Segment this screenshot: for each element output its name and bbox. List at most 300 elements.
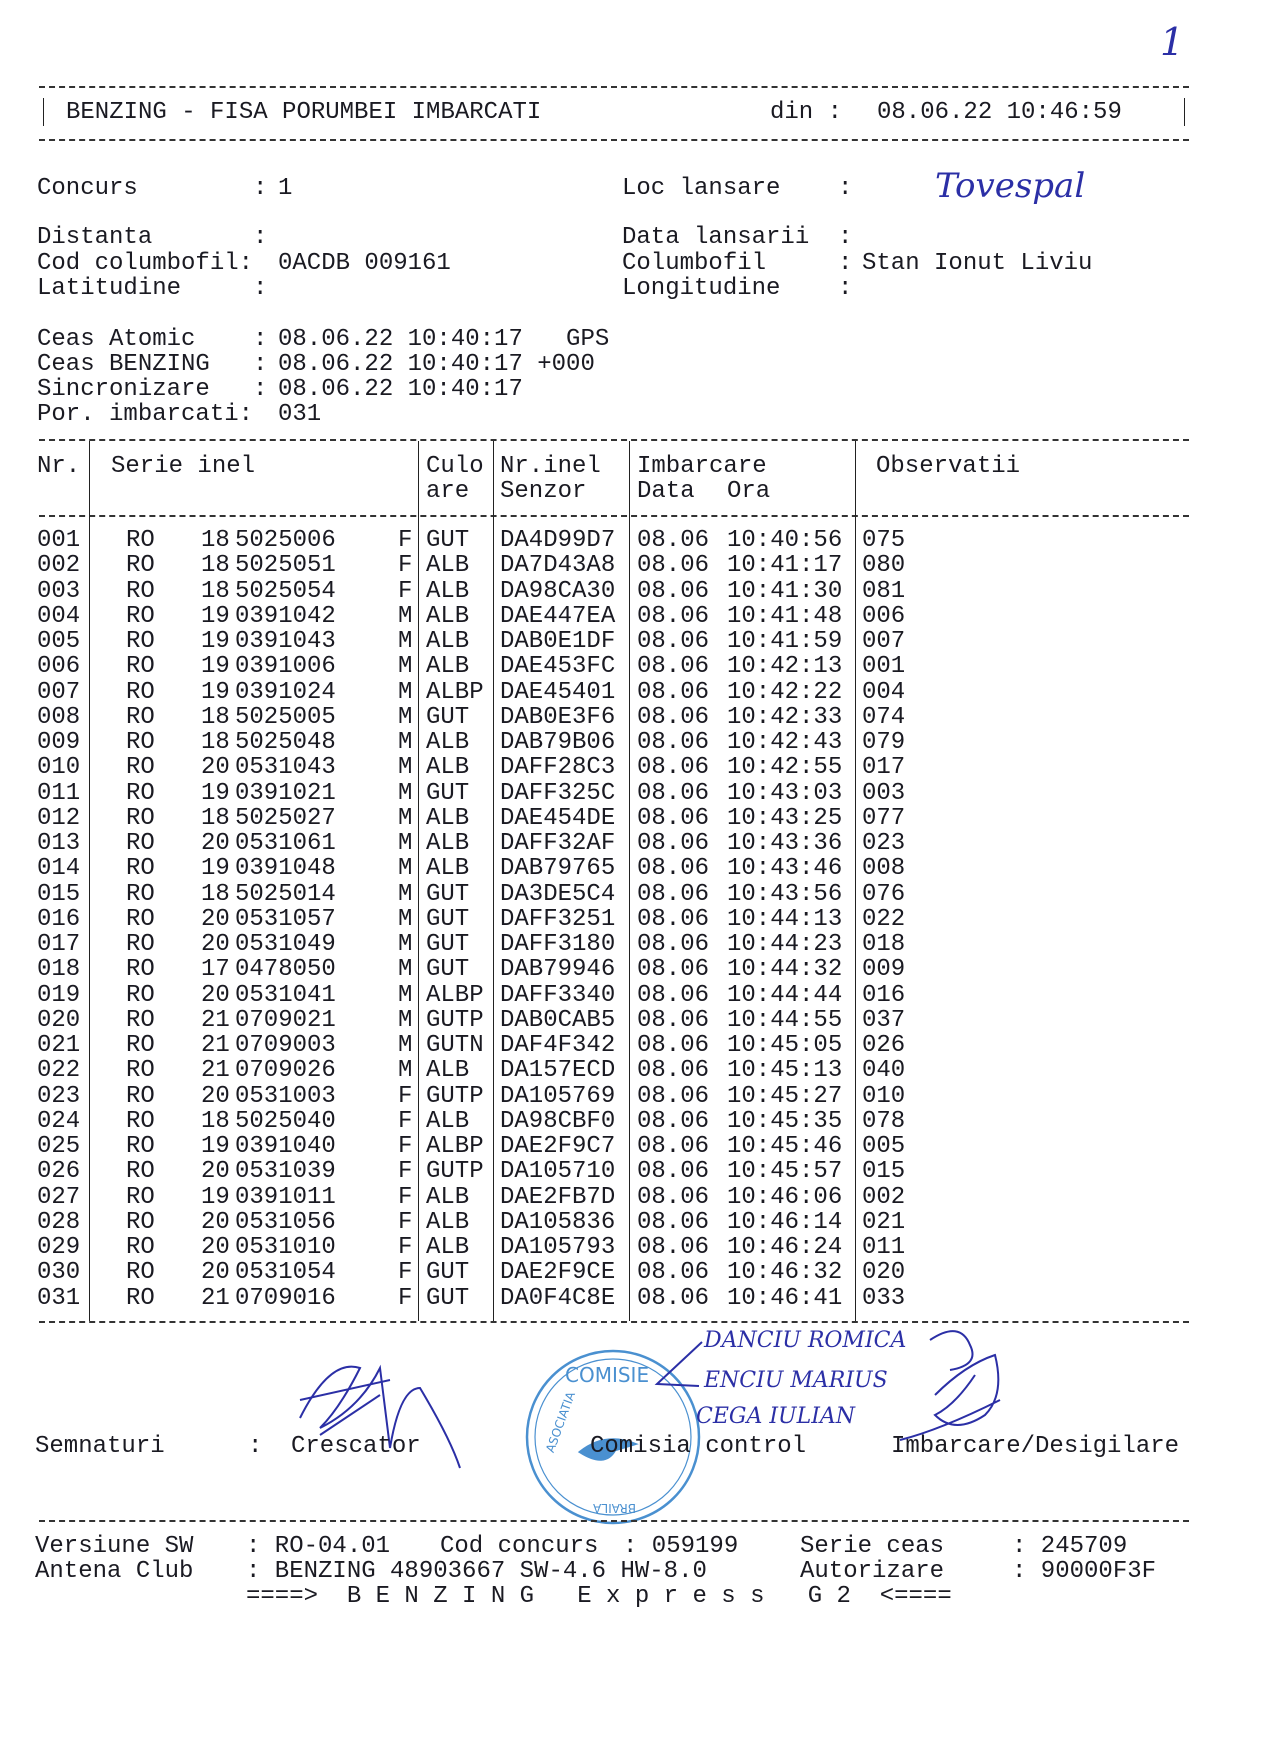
row-ring-number: 0531039 [235, 1158, 336, 1186]
versiune-sw-value: : RO-04.01 [246, 1533, 391, 1560]
row-country: RO [126, 527, 155, 554]
row-country: RO [126, 1057, 155, 1085]
row-sex: M [398, 678, 413, 706]
row-sensor: DAB79765 [500, 855, 616, 883]
loc-lansare-label: Loc lansare : [622, 175, 853, 202]
row-ring-number: 5025048 [235, 729, 336, 756]
concurs-label: Concurs : [37, 175, 268, 202]
row-nr: 020 [37, 1006, 81, 1034]
row-time: 10:40:56 [727, 527, 843, 554]
row-ring-number: 5025006 [235, 527, 336, 554]
row-date: 08.06 [637, 678, 710, 706]
row-color: ALB [426, 1057, 470, 1085]
table-row [0, 882, 1276, 907]
row-year: 19 [201, 678, 230, 706]
row-year: 21 [201, 1006, 230, 1034]
header-culoare-2: are [426, 478, 470, 505]
table-row [0, 1109, 1276, 1134]
table-row [0, 730, 1276, 755]
row-color: ALBP [426, 981, 484, 1009]
row-time: 10:42:55 [727, 754, 843, 782]
row-color: GUTP [426, 1082, 484, 1110]
table-row [0, 579, 1276, 604]
row-nr: 018 [37, 956, 81, 984]
row-color: GUTP [426, 1158, 484, 1186]
row-date: 08.06 [637, 1234, 710, 1261]
row-country: RO [126, 653, 155, 681]
row-year: 18 [201, 527, 230, 554]
table-row [0, 831, 1276, 856]
row-time: 10:42:43 [727, 729, 843, 756]
row-time: 10:41:17 [727, 552, 843, 580]
commission-member-name: CEGA IULIAN [696, 1404, 856, 1429]
row-ring-number: 0391011 [235, 1183, 336, 1211]
row-nr: 005 [37, 628, 81, 655]
row-country: RO [126, 602, 155, 630]
table-row [0, 1033, 1276, 1058]
row-date: 08.06 [637, 1208, 710, 1236]
row-country: RO [126, 1234, 155, 1261]
row-year: 20 [201, 754, 230, 782]
row-date: 08.06 [637, 527, 710, 554]
row-date: 08.06 [637, 552, 710, 580]
comisia-control-label: Comisia control [590, 1433, 807, 1460]
row-sex: M [398, 880, 413, 908]
row-country: RO [126, 729, 155, 756]
row-year: 18 [201, 1107, 230, 1135]
row-nr: 004 [37, 602, 81, 630]
row-sensor: DA3DE5C4 [500, 880, 616, 908]
row-observatii: 002 [862, 1183, 906, 1211]
row-time: 10:46:41 [727, 1284, 843, 1312]
row-ring-number: 0391024 [235, 678, 336, 706]
row-time: 10:44:32 [727, 956, 843, 984]
table-row [0, 528, 1276, 553]
row-year: 18 [201, 804, 230, 832]
row-color: ALB [426, 602, 470, 630]
row-sex: F [398, 1158, 413, 1186]
row-date: 08.06 [637, 804, 710, 832]
data-lansarii-label: Data lansarii : [622, 224, 853, 251]
clock-value: 08.06.22 10:40:17 [278, 376, 523, 403]
row-time: 10:43:56 [727, 880, 843, 908]
header-imbarcare: Imbarcare [637, 453, 767, 480]
row-country: RO [126, 577, 155, 605]
row-date: 08.06 [637, 880, 710, 908]
row-year: 18 [201, 552, 230, 580]
row-observatii: 037 [862, 1006, 906, 1034]
row-year: 20 [201, 1158, 230, 1186]
row-date: 08.06 [637, 729, 710, 756]
table-row [0, 705, 1276, 730]
table-row [0, 680, 1276, 705]
table-row [0, 1159, 1276, 1184]
row-date: 08.06 [637, 830, 710, 857]
row-sensor: DAE45401 [500, 678, 616, 706]
row-color: ALB [426, 628, 470, 655]
commission-member-name: ENCIU MARIUS [704, 1368, 888, 1393]
header-culoare: Culo [426, 453, 484, 480]
row-year: 20 [201, 1234, 230, 1261]
din-label: din : [770, 99, 843, 126]
row-time: 10:44:55 [727, 1006, 843, 1034]
row-observatii: 004 [862, 678, 906, 706]
row-sex: M [398, 981, 413, 1009]
row-nr: 014 [37, 855, 81, 883]
row-date: 08.06 [637, 1082, 710, 1110]
row-observatii: 026 [862, 1032, 906, 1059]
table-row [0, 932, 1276, 957]
cod-concurs-label: Cod concurs [440, 1533, 599, 1560]
row-date: 08.06 [637, 1107, 710, 1135]
row-sex: F [398, 1284, 413, 1312]
row-nr: 028 [37, 1208, 81, 1236]
row-ring-number: 0478050 [235, 956, 336, 984]
row-time: 10:42:22 [727, 678, 843, 706]
row-time: 10:41:59 [727, 628, 843, 655]
row-time: 10:43:46 [727, 855, 843, 883]
row-sex: M [398, 703, 413, 731]
row-sex: F [398, 552, 413, 580]
row-year: 21 [201, 1057, 230, 1085]
serie-ceas-value: : 245709 [1012, 1533, 1128, 1560]
row-sensor: DAB0CAB5 [500, 1006, 616, 1034]
cod-columbofil-label: Cod columbofil: [37, 250, 254, 277]
row-time: 10:42:13 [727, 653, 843, 681]
row-ring-number: 0391042 [235, 602, 336, 630]
row-sex: M [398, 804, 413, 832]
row-time: 10:46:24 [727, 1234, 843, 1261]
row-sex: F [398, 1107, 413, 1135]
row-time: 10:44:44 [727, 981, 843, 1009]
row-year: 19 [201, 628, 230, 655]
row-observatii: 079 [862, 729, 906, 756]
row-country: RO [126, 779, 155, 807]
row-color: ALB [426, 552, 470, 580]
row-date: 08.06 [637, 1032, 710, 1059]
autorizare-label: Autorizare [800, 1558, 945, 1585]
row-country: RO [126, 1032, 155, 1059]
table-row [0, 856, 1276, 881]
row-ring-number: 5025051 [235, 552, 336, 580]
row-time: 10:45:05 [727, 1032, 843, 1059]
versiune-sw-label: Versiune SW [35, 1533, 194, 1560]
row-country: RO [126, 956, 155, 984]
row-ring-number: 0391040 [235, 1133, 336, 1160]
row-color: ALB [426, 653, 470, 681]
row-country: RO [126, 1107, 155, 1135]
row-time: 10:42:33 [727, 703, 843, 731]
row-sex: M [398, 931, 413, 958]
row-sensor: DAFF3251 [500, 905, 616, 933]
row-observatii: 074 [862, 703, 906, 731]
row-nr: 006 [37, 653, 81, 681]
row-time: 10:46:06 [727, 1183, 843, 1211]
svg-text:ASOCIATIA: ASOCIATIA [543, 1389, 578, 1455]
row-sex: M [398, 602, 413, 630]
row-sensor: DAB0E1DF [500, 628, 616, 655]
row-date: 08.06 [637, 602, 710, 630]
row-sensor: DA105836 [500, 1208, 616, 1236]
row-sensor: DAE2F9C7 [500, 1133, 616, 1160]
table-row [0, 781, 1276, 806]
row-sensor: DA0F4C8E [500, 1284, 616, 1312]
row-nr: 001 [37, 527, 81, 554]
row-sensor: DAFF32AF [500, 830, 616, 857]
row-observatii: 005 [862, 1133, 906, 1160]
row-sex: F [398, 1183, 413, 1211]
autorizare-value: : 90000F3F [1012, 1558, 1157, 1585]
row-date: 08.06 [637, 855, 710, 883]
table-row [0, 983, 1276, 1008]
row-color: GUT [426, 905, 470, 933]
row-ring-number: 0531054 [235, 1259, 336, 1287]
row-date: 08.06 [637, 1284, 710, 1312]
row-sex: M [398, 779, 413, 807]
table-row [0, 806, 1276, 831]
row-sensor: DAB79B06 [500, 729, 616, 756]
row-nr: 031 [37, 1284, 81, 1312]
row-observatii: 021 [862, 1208, 906, 1236]
row-nr: 015 [37, 880, 81, 908]
row-date: 08.06 [637, 577, 710, 605]
semnaturi-colon: : [248, 1433, 263, 1460]
row-time: 10:45:27 [727, 1082, 843, 1110]
row-nr: 030 [37, 1259, 81, 1287]
concurs-value: 1 [278, 175, 293, 202]
row-sex: M [398, 729, 413, 756]
columbofil-label: Columbofil : [622, 250, 853, 277]
row-year: 18 [201, 729, 230, 756]
row-observatii: 007 [862, 628, 906, 655]
row-nr: 022 [37, 1057, 81, 1085]
row-sex: F [398, 1259, 413, 1287]
row-year: 19 [201, 1183, 230, 1211]
row-sex: F [398, 577, 413, 605]
row-ring-number: 5025027 [235, 804, 336, 832]
row-nr: 017 [37, 931, 81, 958]
row-ring-number: 0531056 [235, 1208, 336, 1236]
row-sex: M [398, 653, 413, 681]
row-time: 10:41:30 [727, 577, 843, 605]
row-ring-number: 0391048 [235, 855, 336, 883]
row-sensor: DA4D99D7 [500, 527, 616, 554]
row-ring-number: 0709016 [235, 1284, 336, 1312]
row-time: 10:46:14 [727, 1208, 843, 1236]
row-observatii: 018 [862, 931, 906, 958]
row-ring-number: 0709026 [235, 1057, 336, 1085]
clock-value: 08.06.22 10:40:17 GPS [278, 326, 610, 353]
row-country: RO [126, 1133, 155, 1160]
row-sensor: DA157ECD [500, 1057, 616, 1085]
commission-member-name: DANCIU ROMICA [704, 1328, 907, 1353]
svg-text:COMISIE: COMISIE [565, 1363, 650, 1387]
header-nr-inel: Nr.inel [500, 453, 601, 480]
row-time: 10:43:25 [727, 804, 843, 832]
row-date: 08.06 [637, 1057, 710, 1085]
row-observatii: 009 [862, 956, 906, 984]
row-observatii: 017 [862, 754, 906, 782]
row-sensor: DAE453FC [500, 653, 616, 681]
row-nr: 007 [37, 678, 81, 706]
row-country: RO [126, 1259, 155, 1287]
row-sex: M [398, 1032, 413, 1059]
row-ring-number: 0709021 [235, 1006, 336, 1034]
row-sex: M [398, 956, 413, 984]
row-color: GUT [426, 1259, 470, 1287]
row-year: 18 [201, 703, 230, 731]
row-color: GUTP [426, 1006, 484, 1034]
row-date: 08.06 [637, 1259, 710, 1287]
crescator-label: Crescator [291, 1433, 421, 1460]
row-date: 08.06 [637, 981, 710, 1009]
row-sensor: DAE2FB7D [500, 1183, 616, 1211]
row-sensor: DA105793 [500, 1234, 616, 1261]
row-nr: 009 [37, 729, 81, 756]
row-ring-number: 0391006 [235, 653, 336, 681]
row-color: GUT [426, 1284, 470, 1312]
row-time: 10:43:03 [727, 779, 843, 807]
row-sex: M [398, 905, 413, 933]
row-observatii: 077 [862, 804, 906, 832]
row-color: GUT [426, 527, 470, 554]
row-year: 20 [201, 981, 230, 1009]
row-nr: 027 [37, 1183, 81, 1211]
row-nr: 019 [37, 981, 81, 1009]
row-observatii: 008 [862, 855, 906, 883]
page-number: 1 [1160, 20, 1185, 64]
row-time: 10:45:46 [727, 1133, 843, 1160]
row-nr: 024 [37, 1107, 81, 1135]
row-nr: 026 [37, 1158, 81, 1186]
row-nr: 003 [37, 577, 81, 605]
columbofil-value: Stan Ionut Liviu [862, 250, 1093, 277]
table-row [0, 1008, 1276, 1033]
table-row [0, 1058, 1276, 1083]
row-time: 10:44:13 [727, 905, 843, 933]
row-sensor: DA98CBF0 [500, 1107, 616, 1135]
por-imbarcati-value: 031 [278, 401, 322, 428]
row-sensor: DA98CA30 [500, 577, 616, 605]
row-nr: 008 [37, 703, 81, 731]
row-year: 20 [201, 1208, 230, 1236]
row-nr: 023 [37, 1082, 81, 1110]
row-nr: 010 [37, 754, 81, 782]
header-senzor: Senzor [500, 478, 587, 505]
table-row [0, 1134, 1276, 1159]
clock-label: Ceas BENZING : [37, 351, 268, 378]
table-row [0, 1185, 1276, 1210]
row-color: GUT [426, 931, 470, 958]
row-sex: F [398, 1234, 413, 1261]
row-nr: 016 [37, 905, 81, 933]
row-sensor: DAB79946 [500, 956, 616, 984]
row-sex: M [398, 855, 413, 883]
row-year: 20 [201, 830, 230, 857]
header-nr: Nr. [37, 453, 81, 480]
header-observatii: Observatii [876, 453, 1021, 480]
row-color: ALB [426, 830, 470, 857]
row-sex: F [398, 1133, 413, 1160]
row-time: 10:46:32 [727, 1259, 843, 1287]
row-observatii: 076 [862, 880, 906, 908]
row-sex: F [398, 527, 413, 554]
print-datetime: 08.06.22 10:46:59 [877, 99, 1122, 126]
row-nr: 013 [37, 830, 81, 857]
row-sex: M [398, 1057, 413, 1085]
clock-value: 08.06.22 10:40:17 +000 [278, 351, 595, 378]
row-country: RO [126, 1208, 155, 1236]
row-country: RO [126, 804, 155, 832]
row-nr: 002 [37, 552, 81, 580]
row-observatii: 020 [862, 1259, 906, 1287]
row-time: 10:44:23 [727, 931, 843, 958]
row-color: ALB [426, 1208, 470, 1236]
row-year: 19 [201, 1133, 230, 1160]
row-sensor: DAFF325C [500, 779, 616, 807]
row-country: RO [126, 1183, 155, 1211]
row-ring-number: 5025005 [235, 703, 336, 731]
row-time: 10:45:13 [727, 1057, 843, 1085]
row-color: GUT [426, 779, 470, 807]
row-year: 20 [201, 1259, 230, 1287]
row-year: 19 [201, 855, 230, 883]
longitudine-label: Longitudine : [622, 275, 853, 302]
row-sensor: DAB0E3F6 [500, 703, 616, 731]
row-sex: M [398, 1006, 413, 1034]
row-country: RO [126, 905, 155, 933]
row-year: 21 [201, 1284, 230, 1312]
row-ring-number: 0709003 [235, 1032, 336, 1059]
row-date: 08.06 [637, 956, 710, 984]
row-observatii: 080 [862, 552, 906, 580]
header-serie-inel: Serie inel [111, 453, 256, 480]
cod-columbofil-value: 0ACDB 009161 [278, 250, 451, 277]
row-date: 08.06 [637, 754, 710, 782]
row-date: 08.06 [637, 1183, 710, 1211]
table-row [0, 1260, 1276, 1285]
document-title: BENZING - FISA PORUMBEI IMBARCATI [66, 99, 542, 126]
row-color: ALB [426, 804, 470, 832]
row-date: 08.06 [637, 1133, 710, 1160]
row-sensor: DAE447EA [500, 602, 616, 630]
row-nr: 012 [37, 804, 81, 832]
row-observatii: 022 [862, 905, 906, 933]
row-nr: 025 [37, 1133, 81, 1160]
row-nr: 021 [37, 1032, 81, 1059]
row-date: 08.06 [637, 931, 710, 958]
table-row [0, 629, 1276, 654]
row-year: 20 [201, 1082, 230, 1110]
row-date: 08.06 [637, 779, 710, 807]
row-color: ALB [426, 577, 470, 605]
semnaturi-label: Semnaturi [35, 1433, 165, 1460]
row-ring-number: 0391021 [235, 779, 336, 807]
row-country: RO [126, 552, 155, 580]
table-row [0, 957, 1276, 982]
cod-concurs-value: : 059199 [623, 1533, 739, 1560]
row-ring-number: 5025040 [235, 1107, 336, 1135]
row-country: RO [126, 703, 155, 731]
row-ring-number: 0531010 [235, 1234, 336, 1261]
row-ring-number: 0531057 [235, 905, 336, 933]
header-ora: Ora [727, 478, 771, 505]
row-year: 20 [201, 905, 230, 933]
row-time: 10:43:36 [727, 830, 843, 857]
row-observatii: 081 [862, 577, 906, 605]
row-sex: F [398, 1208, 413, 1236]
row-color: ALB [426, 855, 470, 883]
